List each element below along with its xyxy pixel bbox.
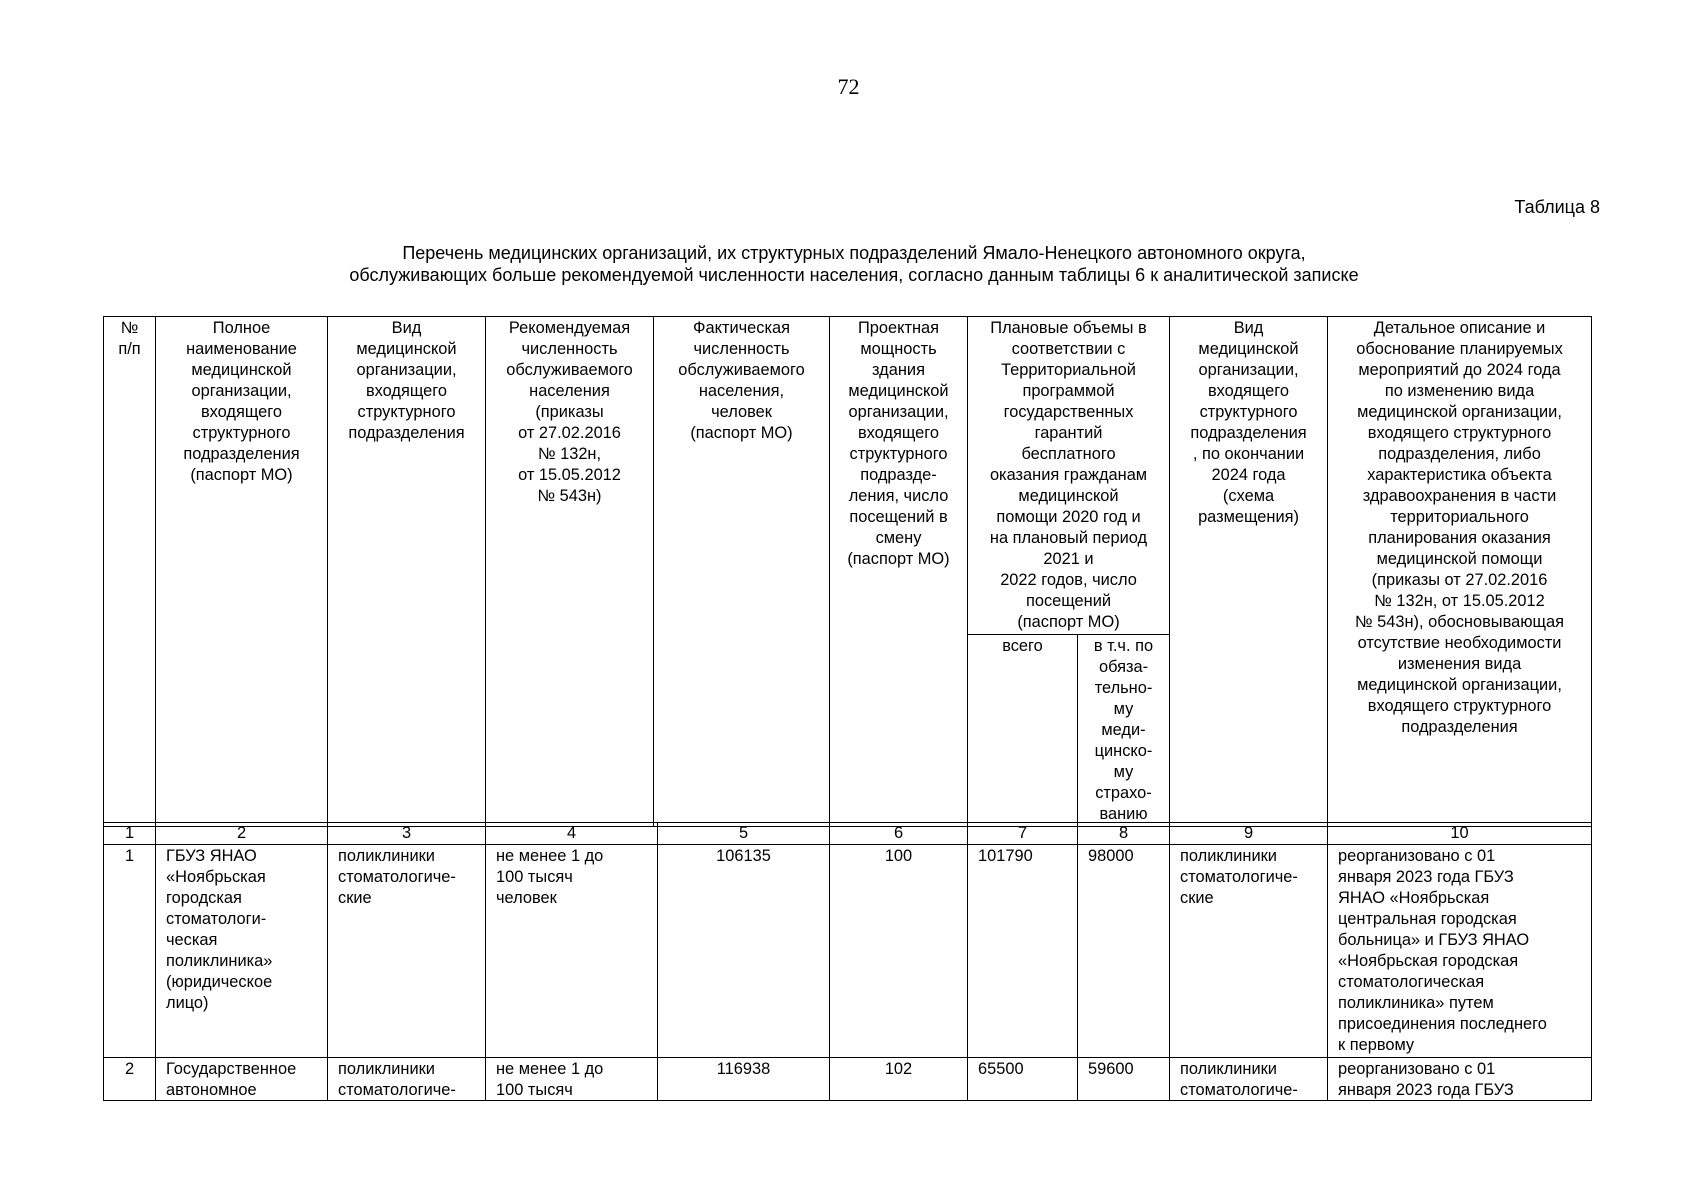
table-row: [104, 845, 1592, 1058]
cell-recommended: не менее 1 до 100 тысяч: [486, 1058, 658, 1101]
cell-oms: 98000: [1078, 845, 1170, 1058]
document-title: [104, 242, 1604, 286]
column-number: 1: [104, 823, 156, 845]
page-number: 72: [837, 74, 860, 99]
header-col-actual: Фактическая численность обслуживаемого населения, человек (паспорт МО): [654, 317, 830, 827]
cell-number: 2: [104, 1058, 156, 1101]
cell-total: 65500: [968, 1058, 1078, 1101]
table-body: [103, 822, 1592, 1101]
column-number: 10: [1328, 823, 1592, 845]
cell-description: реорганизовано с 01 января 2023 года ГБУЗ: [1328, 1058, 1592, 1101]
cell-org-type: поликлиники стоматологиче-: [328, 1058, 486, 1101]
column-number: 7: [968, 823, 1078, 845]
header-col-org-type-2024: Вид медицинской организации, входящего структурного подразделения , по окончании 2024 года (схема размещения): [1170, 317, 1328, 827]
table-label: Таблица 8: [1514, 197, 1600, 217]
column-number: 2: [156, 823, 328, 845]
header-col-number: № п/п: [104, 317, 156, 827]
cell-capacity: 100: [830, 845, 968, 1058]
header-col-planned-volumes: Плановые объемы в соответствии с Территориальной программой государственных гарантий бесплатного оказания гражданам медицинской помощи 2020 год и на плановый период 2021 и 2022 годов, число посещений (паспорт МО): [968, 317, 1170, 635]
title-line-1: Перечень медицинских организаций, их структурных подразделений Ямало-Ненецкого автономного округа,: [402, 243, 1306, 263]
column-number: 4: [486, 823, 658, 845]
column-number-row: [104, 823, 1592, 845]
column-number: 9: [1170, 823, 1328, 845]
column-number: 8: [1078, 823, 1170, 845]
cell-oms: 59600: [1078, 1058, 1170, 1101]
cell-description: реорганизовано с 01 января 2023 года ГБУЗ ЯНАО «Ноябрьская центральная городская больница» и ГБУЗ ЯНАО «Ноябрьская городская стоматологическая поликлиника» путем присоединения последнего к первому: [1328, 845, 1592, 1058]
header-col-org-type: Вид медицинской организации, входящего структурного подразделения: [328, 317, 486, 827]
cell-recommended: не менее 1 до 100 тысяч человек: [486, 845, 658, 1058]
cell-total: 101790: [968, 845, 1078, 1058]
column-number: 5: [658, 823, 830, 845]
title-line-2: обслуживающих больше рекомендуемой численности населения, согласно данным таблицы 6 к аналитической записке: [349, 265, 1359, 285]
header-col-total: всего: [968, 635, 1078, 827]
cell-full-name: Государственное автономное: [156, 1058, 328, 1101]
header-col-description: Детальное описание и обоснование планируемых мероприятий до 2024 года по изменению вида медицинской организации, входящего структурного подразделения, либо характеристика объекта здравоохранения в части территориального планирования оказания медицинской помощи (приказы от 27.02.2016 № 132н, от 15.05.2012 № 543н), обосновывающая отсутствие необходимости изменения вида медицинской организации, входящего структурного подразделения: [1328, 317, 1592, 827]
cell-full-name: ГБУЗ ЯНАО «Ноябрьская городская стоматологи- ческая поликлиника» (юридическое лицо): [156, 845, 328, 1058]
cell-capacity: 102: [830, 1058, 968, 1101]
header-col-capacity: Проектная мощность здания медицинской организации, входящего структурного подразде- ления, число посещений в смену (паспорт МО): [830, 317, 968, 827]
column-number: 6: [830, 823, 968, 845]
cell-org-type: поликлиники стоматологиче- ские: [328, 845, 486, 1058]
cell-org-type-2024: поликлиники стоматологиче- ские: [1170, 845, 1328, 1058]
table-row: [104, 1058, 1592, 1101]
header-col-full-name: Полное наименование медицинской организации, входящего структурного подразделения (паспорт МО): [156, 317, 328, 827]
cell-org-type-2024: поликлиники стоматологиче-: [1170, 1058, 1328, 1101]
header-col-oms: в т.ч. по обяза- тельно- му меди- цинско- му страхо- ванию: [1078, 635, 1170, 827]
header-col-recommended: Рекомендуемая численность обслуживаемого населения (приказы от 27.02.2016 № 132н, от 15.05.2012 № 543н): [486, 317, 654, 827]
column-number: 3: [328, 823, 486, 845]
cell-actual: 116938: [658, 1058, 830, 1101]
cell-actual: 106135: [658, 845, 830, 1058]
table-header: [103, 316, 1592, 827]
cell-number: 1: [104, 845, 156, 1058]
